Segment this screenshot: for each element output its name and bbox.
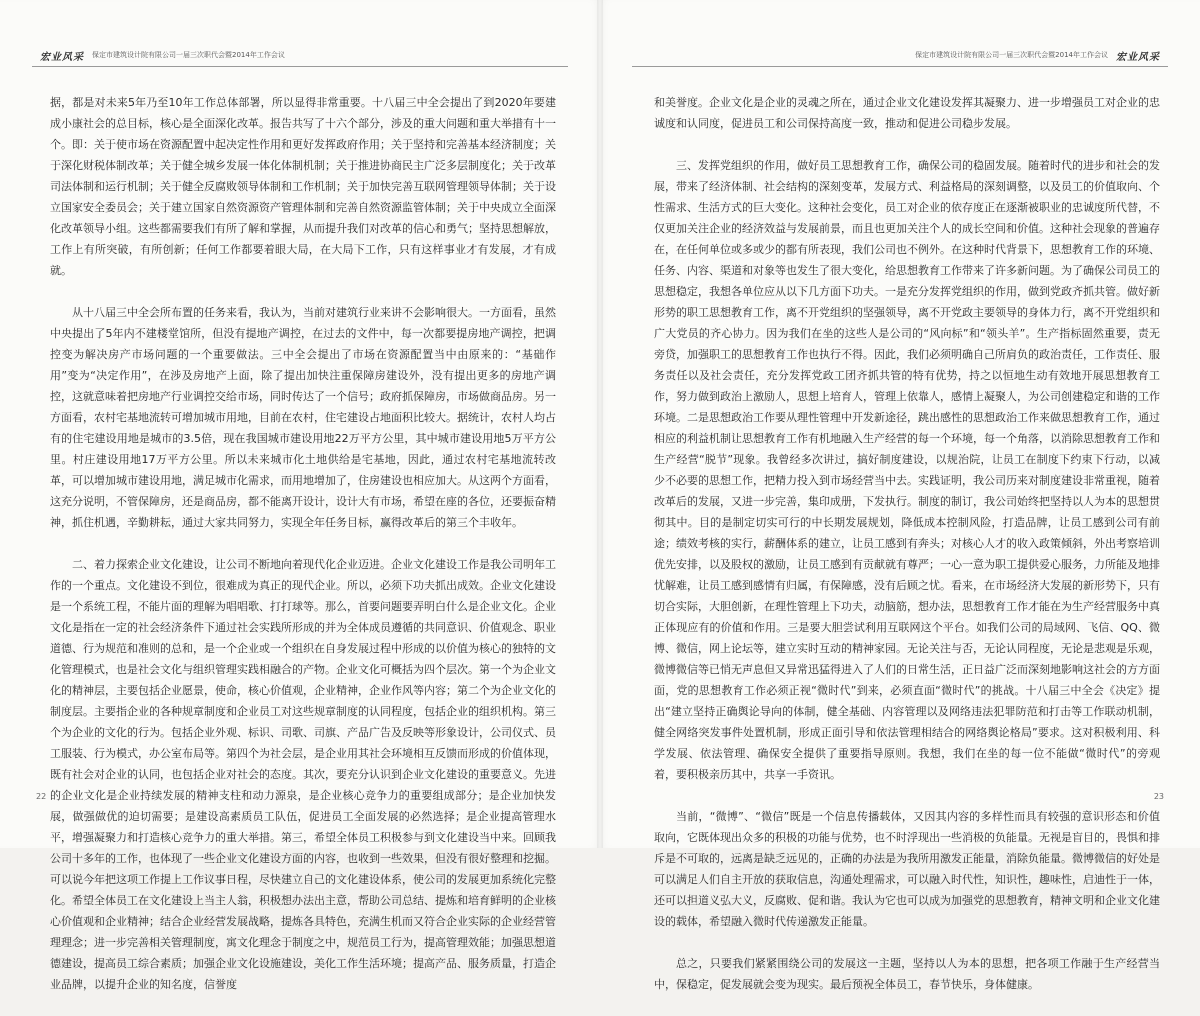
- right-page: [600, 0, 1200, 991]
- paragraph: 从十八届三中全会所布置的任务来看，我认为，当前对建筑行业来讲不会影响很大。一方面看，虽然中央提出了5年内不建楼堂馆所，但没有提地产调控，在过去的文件中，每一次都要提房地产调控，把调控变为解决房产市场问题的一个重要做法。三中全会提出了市场在资源配置当中由原来的：“基础作用”变为“决定作用”，在涉及房地产上面，除了提出加快注重保障房建设外，没有提出更多的房地产调控，这就意味着把房地产行业调控交给市场，同时传达了一个信号；政府抓保障房，市场做商品房。另一方面看，农村宅基地流转可增加城市用地，目前在农村，住宅建设占地面积比较大。据统计，农村人均占有的住宅建设用地是城市的3.5倍，现在我国城市建设用地22万平方公里，其中城市建设用地5万平方公里。村庄建设用地17万平方公里。所以未来城市化土地供给是宅基地，因此，通过农村宅基地流转改革，可以增加城市建设用地，满足城市化需求，而用地增加了，住房建设也相应加大。从这两个方面看，这充分说明，不管保障房，还是商品房，都不能离开设计，设计大有市场，希望在座的各位，还要振奋精神，抓住机遇，辛勤耕耘，通过大家共同努力，实现全年任务目标，赢得改革后的第三个丰收年。: [50, 306, 556, 529]
- paragraph: 和美誉度。企业文化是企业的灵魂之所在，通过企业文化建设发挥其凝聚力、进一步增强员工对企业的忠诚度和认同度，促进员工和公司保持高度一致，推动和促进公司稳步发展。: [654, 96, 1160, 130]
- paragraph: 据，都是对未来5年乃至10年工作总体部署，所以显得非常重要。十八届三中全会提出了到2020年要建成小康社会的总目标，核心是全面深化改革。报告共写了十六个部分，涉及的重大问题和重大举措有十一个。即：关于使市场在资源配置中起决定性作用和更好发挥政府作用；关于坚持和完善基本经济制度；关于深化财税体制改革；关于健全城乡发展一体化体制机制；关于推进协商民主广泛多层制度化；关于改革司法体制和运行机制；关于健全反腐败领导体制和工作机制；关于加快完善互联网管理领导体制；关于设立国家安全委员会；关于建立国家自然资源资产管理体制和完善自然资源监管体制；关于中央成立全面深化改革领导小组。这些都需要我们有所了解和掌握，从而提升我们对改革的信心和勇气；坚持思想解放，工作上有所突破，有所创新；任何工作都要着眼大局，在大局下工作，只有这样事业才有发展，才有成就。: [50, 96, 556, 277]
- page-number: 22: [36, 792, 47, 801]
- paragraph: 二、着力探索企业文化建设，让公司不断地向着现代化企业迈进。企业文化建设工作是我公司明年工作的一个重点。文化建设不到位，很难成为真正的现代企业。所以，必须下功夫抓出成效。企业文化建设是一个系统工程，不能片面的理解为唱唱歌、打打球等。那么，首要问题要弄明白什么是企业文化。企业文化是指在一定的社会经济条件下通过社会实践所形成的并为全体成员遵循的共同意识、价值观念、职业道德、行为规范和准则的总和，是一个企业或一个组织在自身发展过程中形成的以价值为核心的独特的文化管理模式，也是社会文化与组织管理实践相融合的产物。企业文化可概括为四个层次。第一个为企业文化的精神层，主要包括企业愿景，使命，核心价值观，企业精神，企业作风等内容；第二个为企业文化的制度层。主要指企业的各种规章制度和企业员工对这些规章制度的认同程度，包括企业的组织机构。第三个为企业的文化的行为。包括企业外观、标识、司歌、司旗、产品广告及反映等形象设计，公司仪式、员工服装、行为模式，办公室布局等。第四个为社会层，是企业用其社会环境相互反馈而形成的价值体现，既有社会对企业的认同，也包括企业对社会的态度。其次，要充分认识到企业文化建设的重要意义。先进的企业文化是企业持续发展的精神支柱和动力源泉，是企业核心竞争力的重要组成部分；是企业加快发展，做强做优的迫切需要；是建设高素质员工队伍，促进员工全面发展的必然选择；是企业提高管理水平，增强凝聚力和打造核心竞争力的重大举措。第三，希望全体员工积极参与到文化建设当中来。回顾我公司十多年的工作，也体现了一些企业文化建设方面的内容，也收到一些效果，但没有很好整理和挖掘。可以说今年把这项工作提上工作议事日程，尽快建立自己的文化建设体系，使公司的发展更加系统化完整化。希望全体员工在文化建设上当主人翁，积极想办法出主意，帮助公司总结、提炼和培育鲜明的企业核心价值观和企业精神；结合企业经营发展战略，提炼各具特色，充满生机而又符合企业实际的企业经营管理理念；进一步完善相关管理制度，寓文化理念于制度之中，规范员工行为，提高管理效能；加强思想道德建设，提高员工综合素质；加强企业文化设施建设，美化工作生活环境；提高产品、服务质量，打造企业品牌，以提升企业的知名度，信誉度: [50, 558, 556, 991]
- header-divider: [32, 66, 568, 67]
- left-page: [0, 0, 600, 991]
- right-page-header: [632, 44, 1168, 66]
- page-number: 23: [1153, 792, 1164, 801]
- brand-logo: 宏业风采: [1116, 51, 1160, 63]
- header-divider: [632, 66, 1168, 67]
- right-page-body: [654, 92, 1160, 1016]
- book-gutter: [597, 0, 603, 848]
- left-page-header: [32, 44, 568, 66]
- left-page-body: [50, 92, 556, 1016]
- header-title: 保定市建筑设计院有限公司一届三次职代会暨2014年工作会议: [915, 51, 1108, 59]
- header-title: 保定市建筑设计院有限公司一届三次职代会暨2014年工作会议: [92, 51, 285, 59]
- paragraph: 总之，只要我们紧紧围绕公司的发展这一主题，坚持以人为本的思想，把各项工作融于生产经营当中，保稳定，促发展就会变为现实。最后预祝全体员工，春节快乐，身体健康。: [654, 957, 1160, 991]
- paragraph: 三、发挥党组织的作用，做好员工思想教育工作，确保公司的稳固发展。随着时代的进步和社会的发展，带来了经济体制、社会结构的深刻变革，发展方式、利益格局的深刻调整，以及员工的价值取向、个性需求、生活方式的巨大变化。这种社会变化，员工对企业的依存度正在逐渐被职业的忠诚度所代替，不仅更加关注企业的经济效益与发展前景，而且也更加关注个人的成长空间和价值。这种社会现象的普遍存在，在任何单位或多或少的都有所表现，我们公司也不例外。在这种时代背景下，思想教育工作的环境、任务、内容、渠道和对象等也发生了很大变化，给思想教育工作带来了许多新问题。为了确保公司员工的思想稳定，我想各单位应从以下几方面下功夫。一是充分发挥党组织的作用，做到党政齐抓共管。做好新形势的职工思想教育工作，离不开党组织的坚强领导，离不开党政主要领导的身体力行，离不开党组织和广大党员的齐心协力。因为我们在坐的这些人是公司的“风向标”和“领头羊”。生产指标固然重要，责无旁贷，加强职工的思想教育工作也执行不得。因此，我们必须明确自己所肩负的政治责任，工作责任、服务责任以及社会责任，充分发挥党政工团齐抓共管的特有优势，持之以恒地生动有效地开展思想教育工作，努力做到政治上激励人，思想上培育人，管理上依靠人，感情上凝聚人，为公司创建稳定和谐的工作环境。二是思想政治工作要从理性管理中开发新途径，跳出感性的思想政治工作来做思想教育工作，通过相应的利益机制让思想教育工作有机地融入生产经营的每一个环境，每一个角落，以消除思想教育工作和生产经营“脱节”现象。我曾经多次讲过，搞好制度建设，以规治院，让员工在制度下约束下行动，以减少不必要的思想工作，把精力投入到市场经营当中去。实践证明，我公司历来对制度建设非常重视，随着改革后的发展，又进一步完善，集印成册，下发执行。制度的制订，我公司始终把坚持以人为本的思想贯彻其中。目的是制定切实可行的中长期发展规划，降低成本控制风险，打造品牌，让员工感到公司有前途；绩效考核的实行，薪酬体系的建立，让员工感到有奔头；对核心人才的收入政策倾斜，外出考察培训优先安排，以及股权的激励，让员工感到有贡献就有尊严；一心一意为职工提供爱心服务，力所能及地排忧解难，让员工感到感情有归属，有保障感，没有后顾之忧。看来，在市场经济大发展的新形势下，只有切合实际，大胆创新，在理性管理上下功夫，动脑筋，想办法，思想教育工作才能在为生产经营服务中真正体现应有的价值和作用。三是要大胆尝试利用互联网这个平台。如我们公司的局域网、飞信、QQ、微博、微信，网上论坛等，建立实时互动的精神家园。无论关注与否，无论认同程度，无论是悲观是乐观，微博微信等已悄无声息但又异常迅猛得进入了人们的日常生活，正日益广泛而深刻地影响这社会的方方面面，党的思想教育工作必须正视“微时代”到来，必须直面“微时代”的挑战。十八届三中全会《决定》提出“建立坚持正确舆论导向的体制，健全基础、内容管理以及网络违法犯罪防范和打击等工作联动机制，健全网络突发事件处置机制，形成正面引导和依法管理相结合的网络舆论格局”要求。这对积极利用、科学发展、依法管理、确保安全提供了重要指导原则。我想，我们在坐的每一位不能做“微时代”的旁观着，要积极亲历其中，共享一手资讯。: [654, 159, 1160, 781]
- paragraph: 当前，“微博”、“微信”既是一个信息传播载体，又因其内容的多样性而具有较强的意识形态和价值取向，它既体现出众多的积极的功能与优势，也不时浮现出一些消极的负能量。无视是盲目的，畏惧和排斥是不可取的，远离是缺乏远见的，正确的办法是为我所用激发正能量，消除负能量。微博微信的好处是可以满足人们自主开放的获取信息，沟通处理需求，可以融入时代性，知识性，趣味性，启迪性于一体，还可以担道义弘大义，反腐败、促和谐。我认为它也可以成为加强党的思想教育，精神文明和企业文化建设的载体，希望融入微时代传递激发正能量。: [654, 810, 1160, 928]
- brand-logo: 宏业风采: [40, 51, 84, 63]
